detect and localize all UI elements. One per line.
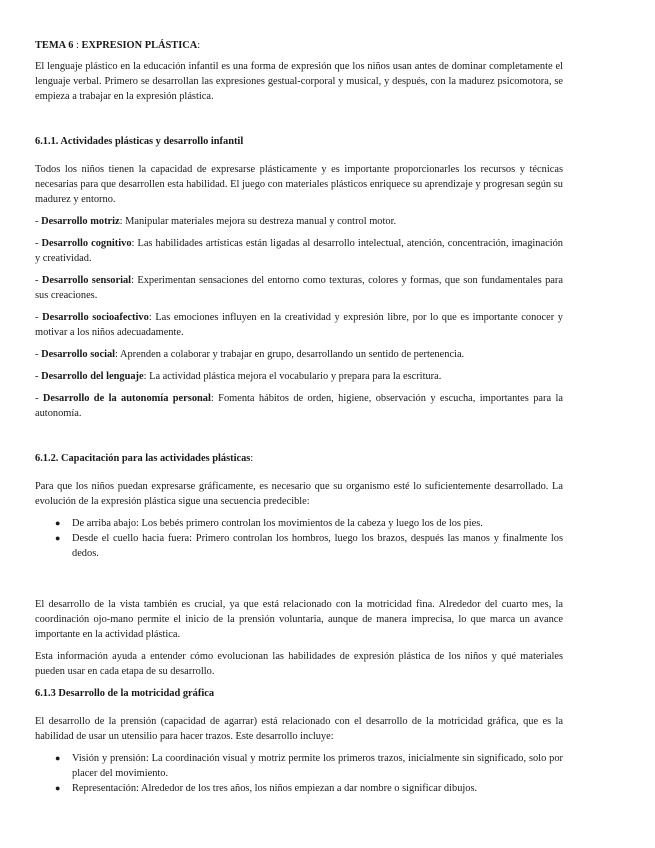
bullet-item: ● Visión y prensión: La coordinación visual y motriz permite los primeros trazos, inicialmente sin significado, solo por placer del movimiento. bbox=[55, 753, 563, 779]
section-2-paragraph-3: Esta información ayuda a entender cómo evolucionan las habilidades de expresión plástica de los niños y qué materiales pueden usar en cada etapa de su desarrollo. bbox=[35, 651, 563, 677]
intro-paragraph: El lenguaje plástico en la educación infantil es una forma de expresión que los niños usan antes de dominar completamente el lenguaje verbal. Primero se desarrollan las expresiones gestual-corporal y musical, y después, con la madurez psicomotora, se empieza a trabajar en la expresión plástica. bbox=[35, 61, 563, 102]
bullet-icon: ● bbox=[55, 533, 61, 543]
list-item: - Desarrollo motriz: Manipular materiales mejora su destreza manual y control motor. bbox=[35, 216, 397, 227]
list-item: - Desarrollo del lenguaje: La actividad plástica mejora el vocabulario y prepara para la escritura. bbox=[35, 371, 442, 382]
bullet-icon: ● bbox=[55, 753, 61, 763]
list-item: - Desarrollo social: Aprenden a colaborar y trabajar en grupo, desarrollando un sentido de pertenencia. bbox=[35, 349, 465, 360]
section-1-heading: 6.1.1. Actividades plásticas y desarrollo infantil bbox=[35, 136, 244, 147]
section-2-heading: 6.1.2. Capacitación para las actividades plásticas: bbox=[35, 453, 254, 464]
section-2-bullet-list bbox=[35, 516, 563, 561]
document-title bbox=[35, 38, 563, 53]
section-1-paragraph: Todos los niños tienen la capacidad de expresarse plásticamente y es importante proporcionarles los recursos y técnicas necesarias para que desarrollen esta habilidad. El juego con materiales plásticos enriquece su aprendizaje y progresan según su madurez y entorno. bbox=[35, 164, 563, 205]
list-item: - Desarrollo socioafectivo: Las emociones influyen en la creatividad y expresión libre, por lo que es importante conocer y motivar a los niños adecuadamente. bbox=[35, 312, 564, 338]
bullet-item: ● Representación: Alrededor de los tres años, los niños empiezan a dar nombre o significar dibujos. bbox=[55, 783, 478, 794]
bullet-icon: ● bbox=[55, 518, 61, 528]
document-body bbox=[35, 38, 563, 796]
bullet-item: ● Desde el cuello hacia fuera: Primero controlan los hombros, luego los brazos, después las manos y finalmente los dedos. bbox=[55, 533, 563, 559]
section-3-bullet-list bbox=[35, 751, 563, 796]
section-3-paragraph: El desarrollo de la prensión (capacidad de agarrar) está relacionado con el desarrollo de la motricidad gráfica, que es la habilidad de usar un utensilio para hacer trazos. Este desarrollo incluye: bbox=[35, 716, 563, 742]
section-3-heading: 6.1.3 Desarrollo de la motricidad gráfica bbox=[35, 688, 215, 699]
section-2-paragraph: Para que los niños puedan expresarse gráficamente, es necesario que su organismo esté lo suficientemente desarrollado. La evolución de la expresión plástica sigue una secuencia predecible: bbox=[35, 481, 563, 507]
list-item: - Desarrollo de la autonomía personal: Fomenta hábitos de orden, higiene, observación y escucha, importantes para la autonomía. bbox=[35, 393, 563, 419]
list-item: - Desarrollo sensorial: Experimentan sensaciones del entorno como texturas, colores y formas, que son fundamentales para sus creaciones. bbox=[35, 275, 563, 301]
section-2-paragraph-2: El desarrollo de la vista también es crucial, ya que está relacionado con la motricidad fina. Alrededor del cuarto mes, la coordinación ojo-mano permite el inicio de la prensión voluntaria, aunque de manera imprecisa, lo que marca un avance importante en la actividad plástica. bbox=[35, 599, 563, 640]
title-label: TEMA 6 bbox=[35, 40, 74, 51]
title-text: EXPRESION PLÁSTICA bbox=[81, 40, 198, 51]
title-suffix: : bbox=[197, 40, 201, 51]
title-separator: : bbox=[73, 40, 82, 51]
list-item: - Desarrollo cognitivo: Las habilidades artísticas están ligadas al desarrollo intelectual, atención, concentración, imaginación y creatividad. bbox=[35, 238, 563, 264]
bullet-icon: ● bbox=[55, 783, 61, 793]
bullet-item: ● De arriba abajo: Los bebés primero controlan los movimientos de la cabeza y luego los de los pies. bbox=[55, 518, 483, 529]
